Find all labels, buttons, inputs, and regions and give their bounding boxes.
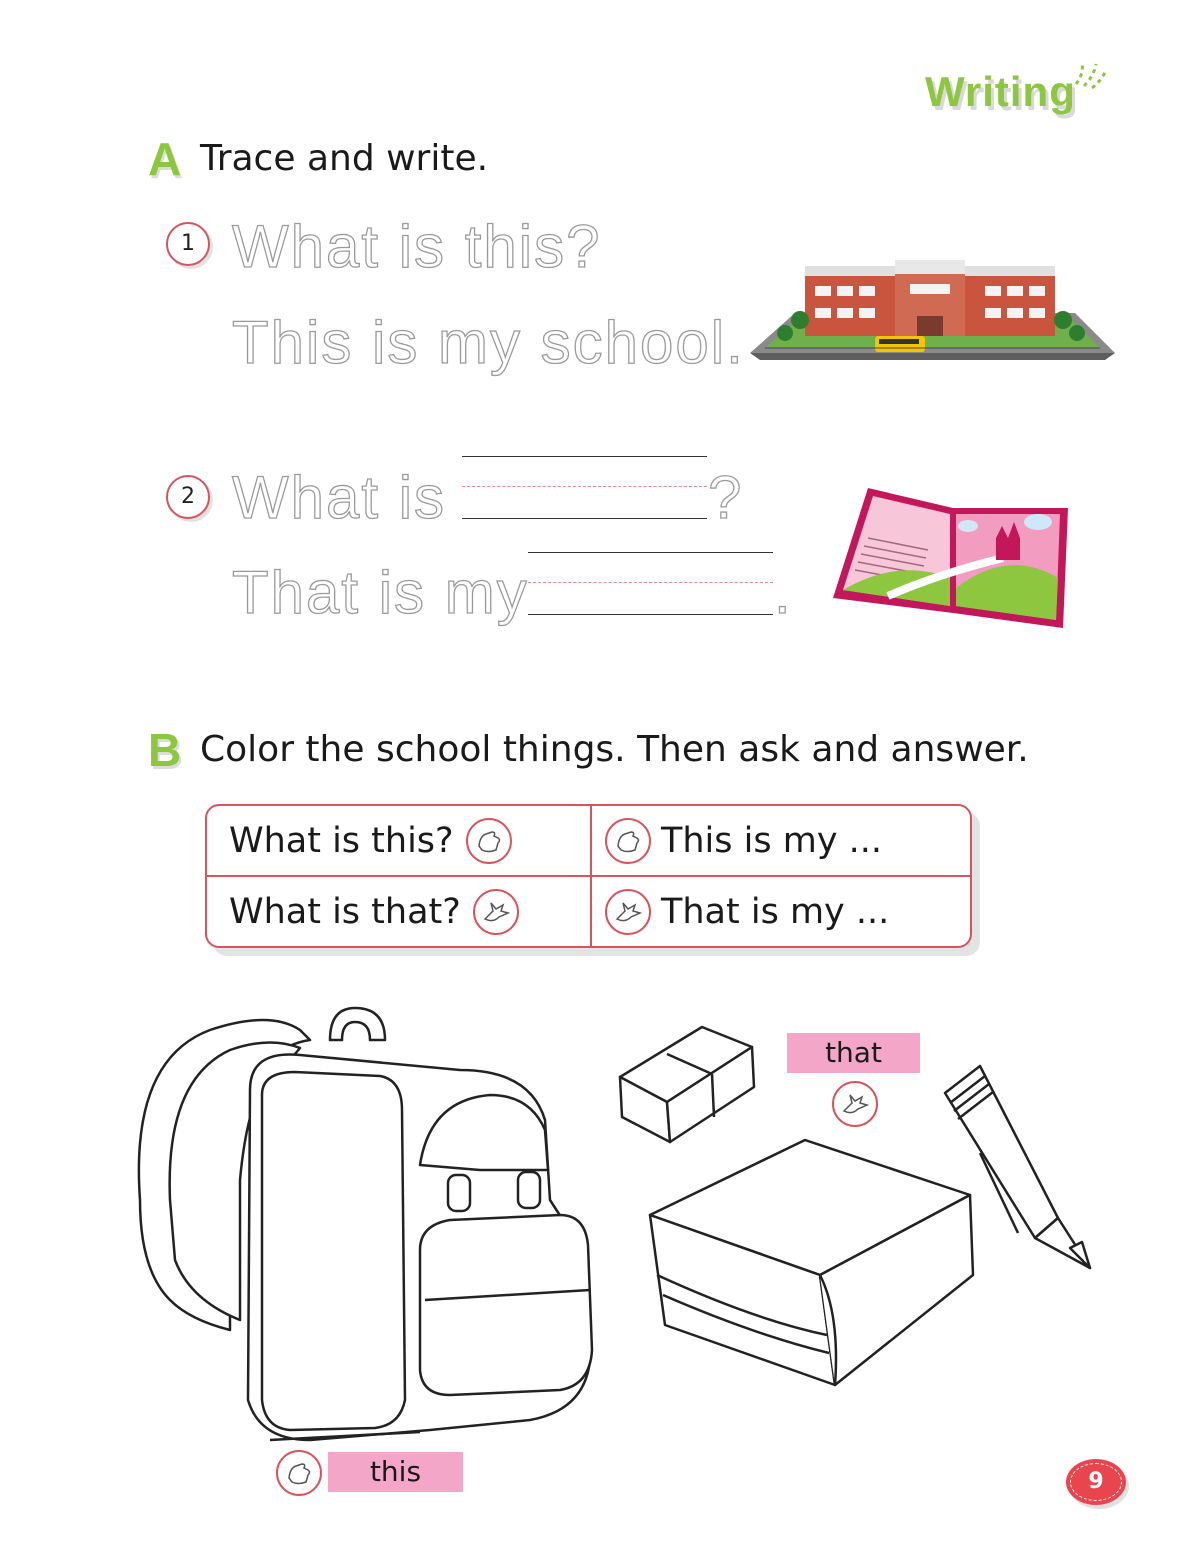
item-number-badge: 1	[166, 222, 210, 266]
item-number-badge: 2	[166, 475, 210, 519]
table-row	[229, 877, 519, 946]
trace-question-1: What is this?	[232, 213, 602, 280]
hand-near-icon	[605, 818, 651, 864]
question-text: What is this?	[229, 820, 454, 861]
answer-text: This is my ...	[661, 820, 883, 861]
table-row	[605, 877, 889, 946]
pencil-image[interactable]	[940, 1058, 1100, 1278]
section-b-instruction: Color the school things. Then ask and answer.	[200, 729, 1029, 770]
sparkle-lines-icon	[1070, 52, 1110, 92]
that-label: that	[787, 1033, 920, 1073]
trace-question-2-end: ?	[708, 464, 744, 531]
answer-text: That is my ...	[661, 891, 890, 932]
page-number-text: 9	[1088, 1469, 1104, 1494]
hand-far-icon	[605, 889, 651, 935]
question-text: What is that?	[229, 891, 461, 932]
phrase-table	[205, 804, 972, 948]
open-book-image	[828, 478, 1078, 638]
answer-write-line[interactable]	[528, 552, 773, 616]
school-building-image	[745, 258, 1120, 363]
hand-far-icon	[832, 1081, 878, 1127]
eraser-image[interactable]	[612, 1022, 757, 1147]
hand-near-icon	[466, 818, 512, 864]
section-a-instruction: Trace and write.	[200, 138, 489, 179]
trace-answer-1: This is my school.	[232, 309, 745, 376]
this-label: this	[328, 1452, 463, 1492]
answer-write-line[interactable]	[462, 456, 707, 520]
section-tag: Writing	[925, 68, 1076, 115]
table-row	[229, 806, 512, 875]
hand-far-icon	[473, 889, 519, 935]
trace-answer-2-end: .	[774, 559, 793, 626]
table-row	[605, 806, 882, 875]
section-b-letter: B	[148, 724, 182, 776]
page-number	[1066, 1459, 1126, 1505]
trace-answer-2-start: That is my	[232, 559, 529, 626]
book-image[interactable]	[645, 1135, 977, 1395]
backpack-image[interactable]	[130, 1000, 605, 1450]
trace-question-2-start: What is	[232, 464, 447, 531]
hand-near-icon	[276, 1450, 322, 1496]
section-a-letter: A	[148, 133, 182, 185]
